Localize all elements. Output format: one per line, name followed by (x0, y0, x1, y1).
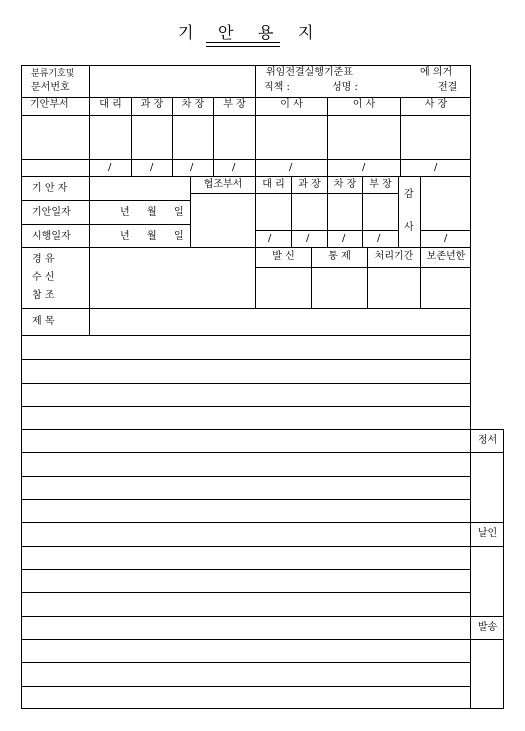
date-slash: / (232, 162, 236, 173)
clean-copy-label: 정서 (477, 435, 498, 446)
date-slash: / (306, 233, 310, 244)
coop-col-deputy: 대 리 (262, 179, 285, 190)
coop-col-vice-gm: 차 장 (333, 179, 357, 190)
position-label: 직책 : (264, 82, 290, 93)
date-slash: / (377, 233, 381, 244)
coop-col-manager: 과 장 (298, 179, 321, 190)
year-label: 년 (120, 231, 130, 242)
title-char-1: 기 (178, 23, 194, 42)
delegation-standard-label: 위임전결실행기준표 (266, 67, 353, 78)
sender-col: 발 신 (272, 251, 295, 262)
processing-period-col: 처리기간 (374, 251, 414, 262)
approval-col-manager: 과 장 (140, 99, 164, 110)
audit-label-1: 감 (404, 189, 414, 200)
date-slash: / (108, 162, 112, 173)
reference-label: 참 조 (32, 290, 55, 301)
according-to-label: 에 의거 (420, 67, 453, 78)
date-slash: / (362, 162, 366, 173)
day-label: 일 (174, 207, 184, 218)
date-slash: / (342, 233, 346, 244)
date-slash: / (150, 162, 154, 173)
recipient-label: 수 신 (32, 272, 55, 283)
audit-label-2: 사 (404, 222, 414, 233)
seal-label: 날인 (477, 528, 498, 539)
via-label: 경 유 (32, 254, 55, 265)
draft-date-label: 기안일자 (32, 207, 71, 218)
date-slash: / (268, 233, 272, 244)
approval-col-gm: 부 장 (223, 99, 246, 110)
name-label: 성명 : (332, 82, 358, 93)
coop-col-gm: 부 장 (369, 179, 392, 190)
retention-period-col: 보존년한 (426, 251, 466, 262)
month-label: 월 (147, 207, 157, 218)
date-slash: / (289, 162, 293, 173)
date-slash: / (444, 233, 448, 244)
coop-dept-label: 협조부서 (203, 179, 243, 190)
approval-col-president: 사 장 (424, 99, 448, 110)
day-label: 일 (174, 231, 184, 242)
dispatch-label: 발송 (477, 622, 498, 633)
date-slash: / (190, 162, 194, 173)
approval-col-director-1: 이 사 (280, 99, 303, 110)
approval-col-director-2: 이 사 (352, 99, 376, 110)
control-col: 통 제 (328, 251, 351, 262)
month-label: 월 (147, 231, 157, 242)
exec-date-label: 시행일자 (32, 231, 71, 242)
title-char-3: 용 (258, 23, 274, 42)
class-code-label-1: 분류기호및 (31, 69, 75, 79)
drafting-dept-label: 기안부서 (30, 99, 69, 110)
approval-label: 전결 (438, 82, 458, 93)
approval-col-deputy: 대 리 (99, 99, 122, 110)
title-char-2: 안 (218, 23, 234, 42)
date-slash: / (434, 162, 438, 173)
drafter-label: 기 안 자 (32, 183, 68, 194)
approval-col-vice-gm: 차 장 (181, 99, 205, 110)
title-char-4: 지 (298, 23, 314, 42)
subject-label: 제 목 (32, 316, 55, 327)
class-code-label-2: 문서번호 (31, 82, 70, 93)
year-label: 년 (120, 207, 130, 218)
